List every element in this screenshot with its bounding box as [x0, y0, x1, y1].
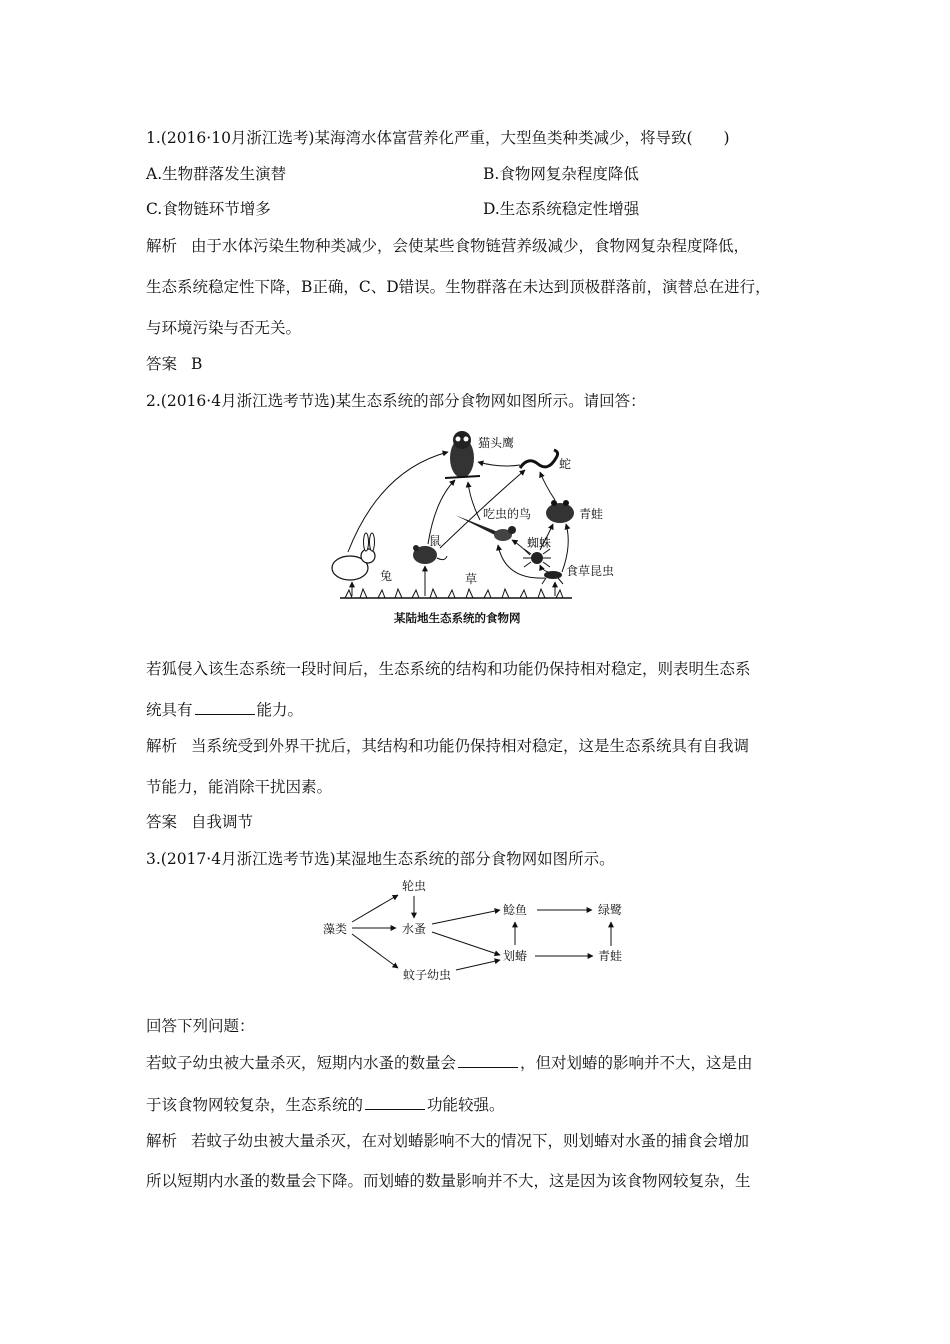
q1-analysis-line-2: 生态系统稳定性下降，B正确，C、D错误。生物群落在未达到顶极群落前，演替总在进行， [146, 278, 771, 296]
q1-answer-label: 答案 [146, 355, 178, 373]
label-insect: 食草昆虫 [566, 564, 615, 578]
q1-option-d: D.生态系统稳定性增强 [483, 200, 640, 218]
label-water-flea: 水蚤 [402, 922, 427, 936]
arrow-mosquito-boatman [456, 960, 500, 970]
q3-blank-2[interactable] [365, 1095, 425, 1110]
q1-analysis-label: 解析 [146, 237, 178, 255]
q2-question-text-2a: 统具有 [146, 701, 193, 719]
q1-option-b: B.食物网复杂程度降低 [483, 165, 639, 183]
q3-question-line-2 [146, 1095, 505, 1115]
q3-question-text-1a: 若蚊子幼虫被大量杀灭，短期内水蚤的数量会 [146, 1054, 457, 1072]
q2-analysis-label: 解析 [146, 737, 178, 755]
q2-question-line-1: 若狐侵入该生态系统一段时间后，生态系统的结构和功能仍保持相对稳定，则表明生态系 [146, 660, 751, 678]
q1-analysis-text-1: 由于水体污染生物种类减少，会使某些食物链营养级减少，食物网复杂程度降低， [191, 237, 750, 255]
label-mouse: 鼠 [429, 534, 442, 548]
arrow-algae-rotifer [352, 895, 398, 922]
arrow-waterflea-boatman [432, 932, 500, 955]
q1-stem: 1.(2016·10月浙江选考)某海湾水体富营养化严重，大型鱼类种类减少，将导致( ) [146, 129, 730, 147]
label-grass: 草 [465, 572, 478, 586]
label-rotifer: 轮虫 [402, 879, 427, 893]
q3-analysis-line-1 [146, 1131, 749, 1151]
q2-stem: 2.(2016·4月浙江选考节选)某生态系统的部分食物网如图所示。请回答： [146, 392, 646, 410]
q3-blank-1[interactable] [458, 1053, 518, 1068]
label-mosquito-larva: 蚊子幼虫 [403, 968, 452, 982]
arrow-waterflea-catfish [432, 910, 500, 924]
q3-question-line-1 [146, 1053, 753, 1073]
q1-option-a: A.生物群落发生演替 [146, 165, 287, 183]
label-water-boatman: 划蝽 [503, 949, 528, 963]
q3-stem: 3.(2017·4月浙江选考节选)某湿地生态系统的部分食物网如图所示。 [146, 850, 615, 868]
q2-analysis-line-2: 节能力，能消除干扰因素。 [146, 778, 333, 796]
label-algae: 藻类 [323, 922, 348, 936]
label-bird: 吃虫的鸟 [483, 507, 532, 521]
q1-answer-value: B [191, 355, 203, 373]
label-spider: 蜘蛛 [527, 536, 552, 550]
q1-option-c: C.食物链环节增多 [146, 200, 271, 218]
q2-figure-caption: 某陆地生态系统的食物网 [394, 611, 521, 625]
q3-prompt: 回答下列问题： [146, 1017, 255, 1035]
q3-question-text-1b: ，但对划蝽的影响并不大，这是由 [520, 1054, 753, 1072]
q2-answer-value: 自我调节 [191, 813, 254, 831]
q3-analysis-label: 解析 [146, 1132, 178, 1150]
label-rabbit: 兔 [380, 569, 393, 583]
q3-question-text-2a: 于该食物网较复杂，生态系统的 [146, 1096, 364, 1114]
q2-question-text-2b: 能力。 [256, 701, 304, 719]
q2-analysis-text-1: 当系统受到外界干扰后，其结构和功能仍保持相对稳定，这是生态系统具有自我调 [191, 737, 750, 755]
label-q3-frog: 青蛙 [598, 949, 623, 963]
q3-analysis-text-1: 若蚊子幼虫被大量杀灭，在对划蝽影响不大的情况下，则划蝽对水蚤的捕食会增加 [191, 1132, 750, 1150]
label-snake: 蛇 [559, 457, 572, 471]
label-catfish: 鲶鱼 [503, 903, 528, 917]
q1-analysis-line-3: 与环境污染与否无关。 [146, 319, 302, 337]
q2-answer-label: 答案 [146, 813, 178, 831]
q3-food-web-arrows [352, 895, 611, 970]
label-frog: 青蛙 [579, 507, 604, 521]
q3-question-text-2b: 功能较强。 [427, 1096, 505, 1114]
arrow-algae-mosquito [352, 934, 398, 968]
label-heron: 绿鹭 [598, 903, 623, 917]
label-owl: 猫头鹰 [478, 436, 515, 450]
q3-analysis-line-2: 所以短期内水蚤的数量会下降。而划蝽的数量影响并不大，这是因为该食物网较复杂，生 [146, 1172, 751, 1190]
